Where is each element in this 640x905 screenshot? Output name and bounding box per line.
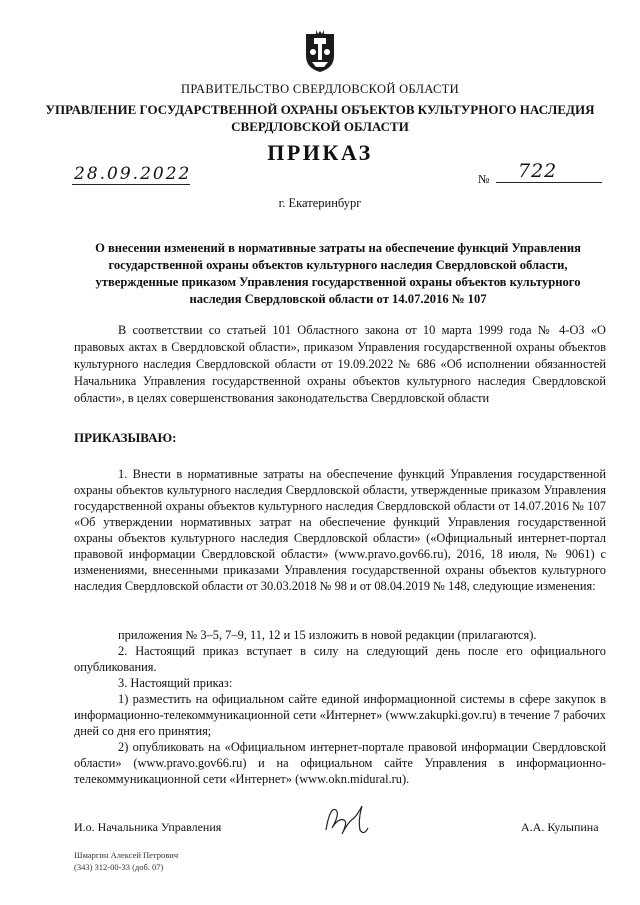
- department-line-1: УПРАВЛЕНИЕ ГОСУДАРСТВЕННОЙ ОХРАНЫ ОБЪЕКТОВ КУЛЬТУРНОГО НАСЛЕДИЯ: [45, 102, 595, 117]
- document-type: ПРИКАЗ: [267, 140, 373, 165]
- date-underline: [72, 184, 190, 185]
- coat-of-arms-icon: [300, 30, 340, 74]
- government-name: ПРАВИТЕЛЬСТВО СВЕРДЛОВСКОЙ ОБЛАСТИ: [181, 82, 459, 96]
- number-underline: [496, 182, 602, 183]
- executor-phone: (343) 312-00-33 (доб. 07): [74, 862, 164, 872]
- city: г. Екатеринбург: [278, 196, 362, 210]
- executor-info: [74, 849, 178, 873]
- department-line-2: СВЕРДЛОВСКОЙ ОБЛАСТИ: [231, 119, 409, 134]
- number-label: №: [478, 172, 490, 186]
- signatory-role: И.о. Начальника Управления: [74, 820, 222, 834]
- item-1: 1. Внести в нормативные затраты на обеспечение функций Управления государственной охраны объектов культурного наследия Свердловской области, утвержденные приказом Управления государственной охраны объектов культурного наследия Свердловской области от 14.07.2016 № 107 «Об утверждении нормативных затрат на обеспечение функций Управления государственной охраны объектов культурного наследия Свердловской области» («Официальный интернет-портал правовой информации Свердловской области» (www.pravo.gov66.ru), 2016, 18 июля, № 9061) с изменениями, внесенными приказами Управления государственной охраны объектов культурного наследия Свердловской области от 30.03.2018 № 98 и от 08.04.2019 № 148, следующие изменения:: [74, 467, 606, 593]
- order-date: 28.09.2022: [74, 164, 192, 184]
- executor-name: Шмаргин Алексей Петрович: [74, 850, 179, 860]
- order-word: ПРИКАЗЫВАЮ:: [74, 430, 177, 445]
- order-title: О внесении изменений в нормативные затраты на обеспечение функций Управления государственной охраны объектов культурного наследия Свердловской области, утвержденные приказом Управления государственной охраны объектов культурного наследия Свердловской области от 14.07.2016 № 107: [95, 241, 581, 306]
- department-name: [40, 101, 600, 135]
- item-2: 2. Настоящий приказ вступает в силу на следующий день после его официального опубликования.: [74, 644, 606, 674]
- item-3-1: 1) разместить на официальном сайте единой информационной системы в сфере закупок в информационно-телекоммуникационной сети «Интернет» (www.zakupki.gov.ru) в течение 7 рабочих дней со дня его принятия;: [74, 692, 606, 738]
- handwritten-signature: [318, 800, 374, 844]
- item-3-2: 2) опубликовать на «Официальном интернет-портале правовой информации Свердловской области» (www.pravo.gov66.ru) и на официальном сайте Управления в информационно-телекоммуникационной сети «Интернет» (www.okn.midural.ru).: [74, 740, 606, 786]
- signatory-name: А.А. Кулыпина: [521, 820, 599, 834]
- item-1-sub: приложения № 3–5, 7–9, 11, 12 и 15 изложить в новой редакции (прилагаются).: [118, 628, 537, 642]
- preamble: В соответствии со статьей 101 Областного закона от 10 марта 1999 года № 4-ОЗ «О правовых актах в Свердловской области», приказом Управления государственной охраны объектов культурного наследия Свердловской области от 19.09.2022 № 686 «Об исполнении обязанностей Начальника Управления государственной охраны объектов культурного наследия Свердловской области», в целях совершенствования законодательства Свердловской области: [74, 323, 606, 405]
- item-3: 3. Настоящий приказ:: [118, 676, 233, 690]
- order-number: 722: [518, 160, 558, 182]
